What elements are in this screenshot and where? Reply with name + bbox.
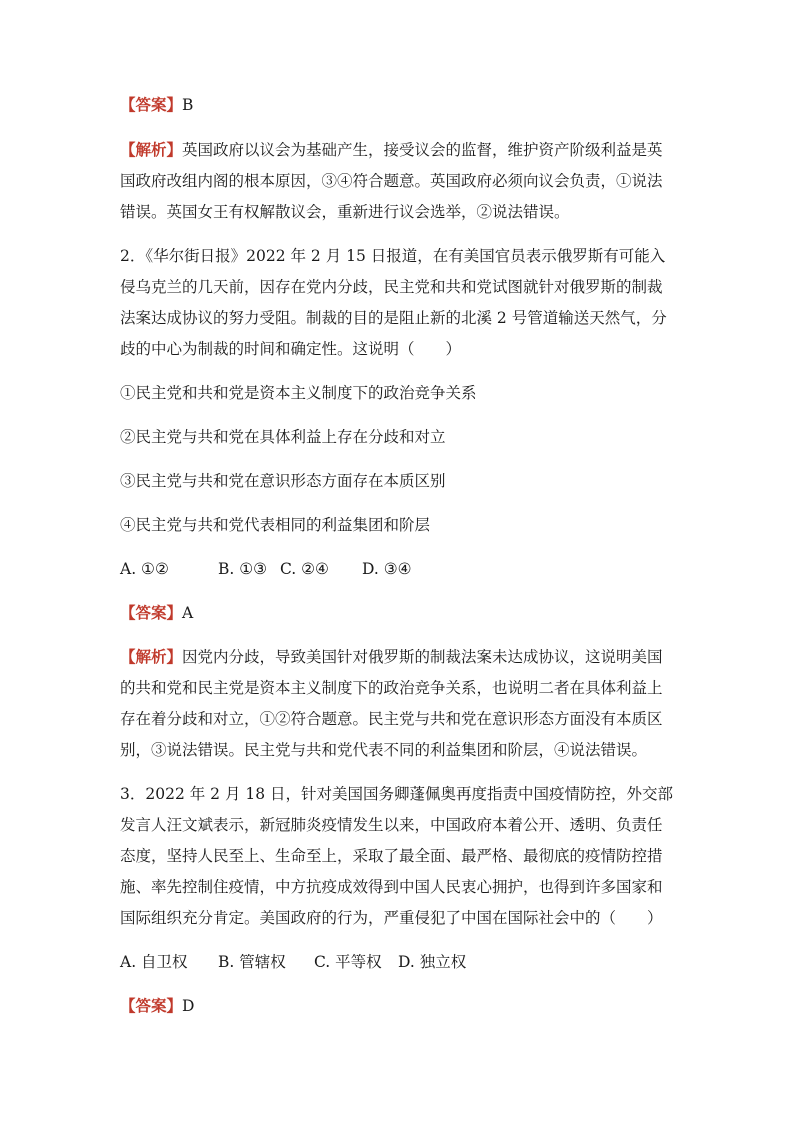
q3-stem bbox=[120, 779, 680, 934]
q2-answer bbox=[120, 598, 680, 629]
q2-statement-3: ③民主党与共和党在意识形态方面存在本质区别 bbox=[120, 472, 446, 490]
analysis-tag: 【解析】 bbox=[120, 141, 183, 159]
analysis-line: 英国政府以议会为基础产生，接受议会的监督，维护资产阶级利益是英 bbox=[182, 141, 663, 159]
q2-statement-2: ②民主党与共和党在具体利益上存在分歧和对立 bbox=[120, 428, 446, 446]
answer-value: A bbox=[182, 604, 194, 622]
answer-tag: 【答案】 bbox=[120, 96, 183, 114]
analysis-line: 别，③说法错误。民主党与共和党代表不同的利益集团和阶层，④说法错误。 bbox=[120, 741, 648, 759]
stem-line: 歧的中心为制裁的时间和确定性。这说明（ ） bbox=[120, 340, 462, 358]
analysis-line: 存在着分歧和对立，①②符合题意。民主党与共和党在意识形态方面没有本质区 bbox=[120, 710, 663, 728]
analysis-line: 因党内分歧，导致美国针对俄罗斯的制裁法案未达成协议，这说明美国 bbox=[182, 648, 663, 666]
option-c: C. 平等权 bbox=[314, 953, 382, 971]
answer-tag: 【答案】 bbox=[120, 997, 183, 1015]
analysis-line: 国政府改组内阁的根本原因，③④符合题意。英国政府必须向议会负责，①说法 bbox=[120, 172, 663, 190]
option-c: C. ②④ bbox=[280, 560, 329, 578]
q1-answer bbox=[120, 90, 680, 121]
document-page bbox=[120, 90, 680, 1022]
analysis-line: 错误。英国女王有权解散议会，重新进行议会选举，②说法错误。 bbox=[120, 203, 570, 221]
answer-value: B bbox=[182, 96, 194, 114]
option-a: A. 自卫权 bbox=[120, 953, 188, 971]
option-b: B. ①③ bbox=[218, 560, 268, 578]
analysis-line: 的共和党和民主党是资本主义制度下的政治竞争关系，也说明二者在具体利益上 bbox=[120, 679, 663, 697]
q2-statement-4: ④民主党与共和党代表相同的利益集团和阶层 bbox=[120, 516, 431, 534]
stem-line: 法案达成协议的努力受阻。制裁的目的是阻止新的北溪 2 号管道输送天然气，分 bbox=[120, 309, 667, 327]
q2-analysis bbox=[120, 642, 680, 766]
q2-options bbox=[120, 554, 680, 585]
analysis-tag: 【解析】 bbox=[120, 648, 183, 666]
stem-line: 发言人汪文斌表示，新冠肺炎疫情发生以来，中国政府本着公开、透明、负责任 bbox=[120, 816, 663, 834]
q3-options bbox=[120, 947, 680, 978]
q2-statement-1: ①民主党和共和党是资本主义制度下的政治竞争关系 bbox=[120, 384, 477, 402]
option-a: A. ①② bbox=[120, 560, 169, 578]
q3-answer bbox=[120, 991, 680, 1022]
stem-line: 3．2022 年 2 月 18 日，针对美国国务卿蓬佩奥再度指责中国疫情防控，外交部 bbox=[120, 785, 674, 803]
q2-stem bbox=[120, 241, 680, 365]
option-b: B. 管辖权 bbox=[218, 953, 286, 971]
option-d: D. 独立权 bbox=[398, 953, 467, 971]
stem-line: 国际组织充分肯定。美国政府的行为，严重侵犯了中国在国际社会中的（ ） bbox=[120, 909, 663, 927]
answer-value: D bbox=[182, 997, 195, 1015]
option-d: D. ③④ bbox=[362, 560, 412, 578]
stem-line: 施、率先控制住疫情，中方抗疫成效得到中国人民衷心拥护，也得到许多国家和 bbox=[120, 878, 663, 896]
q1-analysis bbox=[120, 135, 680, 228]
stem-line: 2．《华尔街日报》2022 年 2 月 15 日报道，在有美国官员表示俄罗斯有可能入 bbox=[120, 247, 666, 265]
stem-line: 态度，坚持人民至上、生命至上，采取了最全面、最严格、最彻底的疫情防控措 bbox=[120, 847, 663, 865]
answer-tag: 【答案】 bbox=[120, 604, 183, 622]
stem-line: 侵乌克兰的几天前，因存在党内分歧，民主党和共和党试图就针对俄罗斯的制裁 bbox=[120, 278, 663, 296]
